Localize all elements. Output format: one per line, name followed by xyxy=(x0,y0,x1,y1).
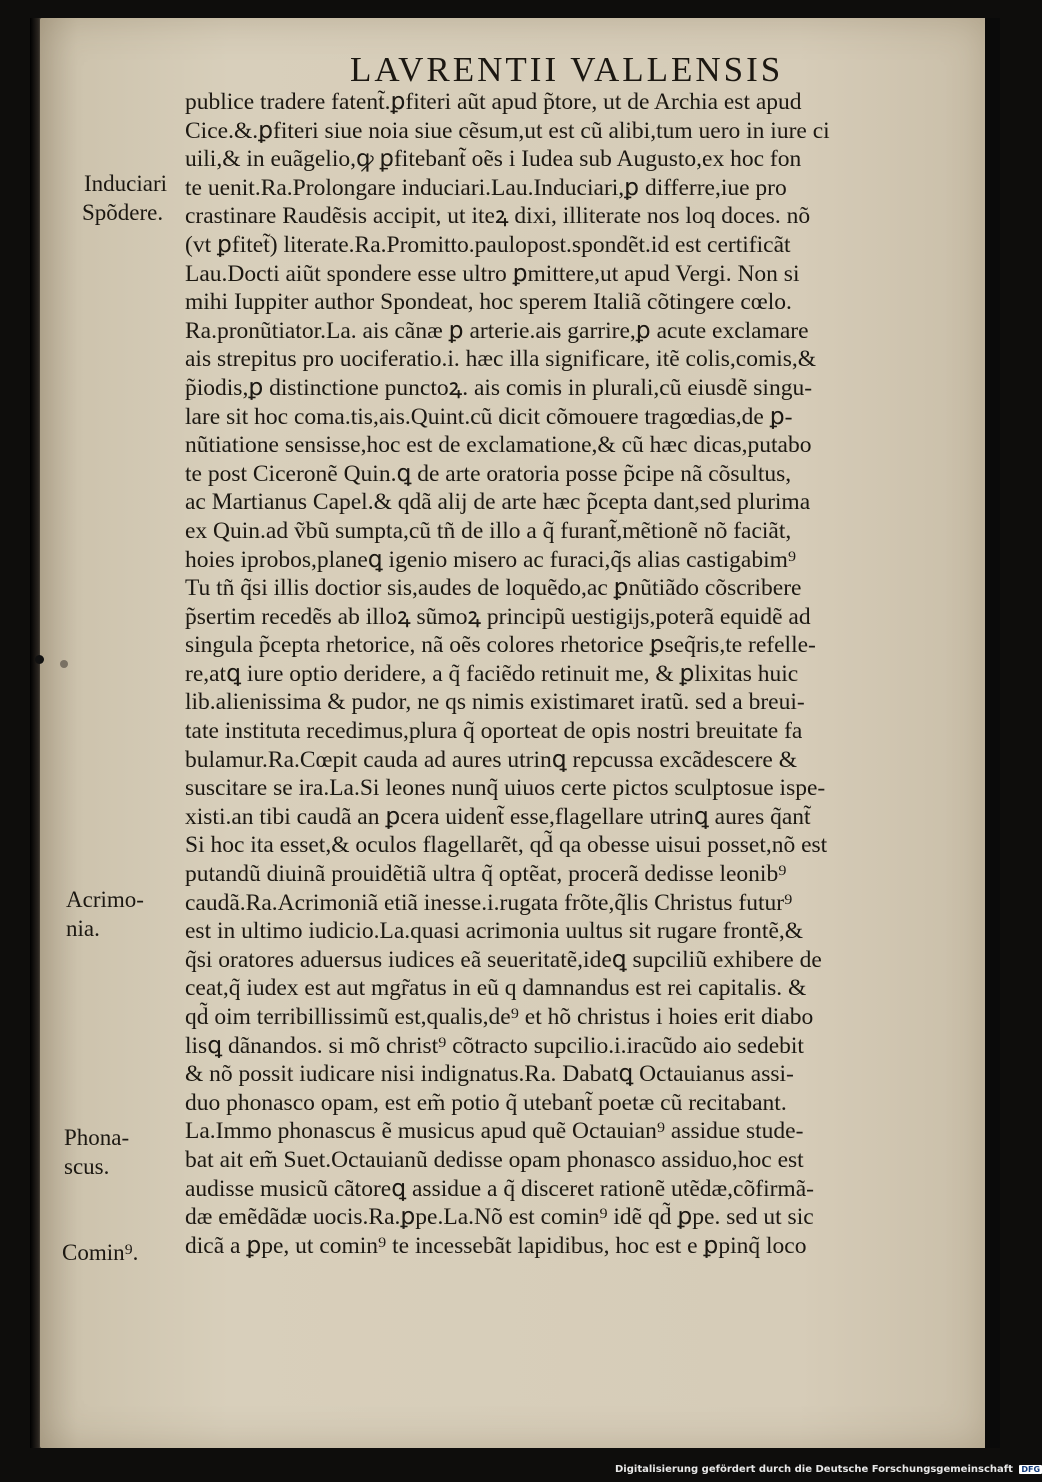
margin-note-cominus: Comin⁹. xyxy=(62,1240,139,1265)
text-line: audisse musicũ cãtoreꝗ assidue a q̃ disceret rationẽ utẽdæ,cõfirmã- xyxy=(185,1175,814,1202)
footer-credit-text: Digitalisierung gefördert durch die Deutsche Forschungsgemeinschaft xyxy=(615,1464,1013,1475)
main-text-block xyxy=(185,88,935,1260)
text-line: qd̃ oim terribillissimũ est,qualis,de⁹ et hõ christus i hoies erit diabo xyxy=(185,1004,814,1030)
text-line: Cice.&.ꝑfiteri siue noia siue cẽsum,ut est cũ alibi,tum uero in iure ci xyxy=(185,117,830,144)
text-line: caudã.Ra.Acrimoniã etiã inesse.i.rugata frõte,q̃lis Christus futur⁹ xyxy=(185,889,793,916)
margin-note-phonascus-1: Phona- xyxy=(64,1125,130,1150)
text-line: lisꝗ dãnandos. si mõ christ⁹ cõtracto supcilio.i.iracũdo aio sedebit xyxy=(185,1032,804,1059)
text-line: Ra.pronũtiator.La. ais cãnæ ꝑ arterie.ais garrire,ꝑ acute exclamare xyxy=(185,317,809,344)
text-line: dæ emẽdãdæ uocis.Ra.ꝑpe.La.Nõ est comin⁹ idẽ qd̃ ꝑpe. sed ut sic xyxy=(185,1204,814,1231)
text-line: Si hoc ita esset,& oculos flagellarẽt, qd̃ qa obesse uisui posset,nõ est xyxy=(185,832,828,859)
text-line: bat ait em̃ Suet.Octauianũ dedisse opam phonasco assiduo,hoc est xyxy=(185,1146,804,1173)
text-line: putandũ diuinã prouidẽtiã ultra q̃ optẽat, procerã dedisse leonib⁹ xyxy=(185,861,787,888)
text-line: q̃si oratores aduersus iudices eã seueritatẽ,ideꝗ supciliũ exhibere de xyxy=(185,946,822,973)
margin-note-acrimonia-1: Acrimo- xyxy=(66,887,144,912)
margin-note-induciari: Induciari xyxy=(84,171,168,196)
text-line: (vt ꝑfitet̃) literate.Ra.Promitto.paulopost.spondẽt.id est certificãt xyxy=(185,231,791,258)
text-line: crastinare Raudẽsis accipit, ut iteꝝ dixi, illiterate nos loq doces. nõ xyxy=(185,203,811,230)
margin-note-acrimonia-2: nia. xyxy=(66,916,100,941)
text-line: ex Quin.ad ṽbũ sumpta,cũ tñ de illo a q̃ furant̃,mẽtionẽ nõ faciãt, xyxy=(185,517,792,544)
text-line: te post Ciceronẽ Quin.ꝗ de arte oratoria posse p̃cipe nã cõsultus, xyxy=(185,460,792,487)
text-line: bulamur.Ra.Cœpit cauda ad aures utrinꝗ repcussa excãdescere & xyxy=(185,746,797,773)
text-line: nũtiatione sensisse,hoc est de exclamatione,& cũ hæc dicas,putabo xyxy=(185,432,812,459)
text-line: singula p̃cepta rhetorice, nã oẽs colores rhetorice ꝑseq̃ris,te refelle- xyxy=(185,632,816,659)
text-line: Tu tñ q̃si illis doctior sis,audes de loquẽdo,ac ꝑnũtiãdo cõscribere xyxy=(185,575,802,602)
binding-hole-dot xyxy=(35,655,44,664)
text-line: ac Martianus Capel.& qdã alij de arte hæc p̃cepta dant,sed plurima xyxy=(185,489,811,516)
text-line: re,atꝗ iure optio deridere, a q̃ faciẽdo retinuit me, & ꝑlixitas huic xyxy=(185,660,799,687)
dfg-logo-icon: DFG xyxy=(1021,1465,1041,1474)
footer-credit xyxy=(615,1464,1041,1475)
text-line: uili,& in euãgelio,ꝙ ꝑfitebant̃ oẽs i Iudea sub Augusto,ex hoc fon xyxy=(185,146,802,173)
text-line: ais strepitus pro uociferatio.i. hæc illa significare, itẽ colis,comis,& xyxy=(185,346,817,373)
text-line: lare sit hoc coma.tis,ais.Quint.cũ dicit cõmouere tragœdias,de ꝑ- xyxy=(185,403,793,430)
page-right-edge xyxy=(985,18,1000,1448)
text-line: p̃sertim recedẽs ab illoꝝ sũmoꝝ principũ uestigijs,poterã equidẽ ad xyxy=(185,603,811,630)
text-line: ceat,q̃ iudex est aut mgr̃atus in eũ q damnandus est rei capitalis. & xyxy=(185,975,807,1002)
text-line: mihi Iuppiter author Spondeat, hoc sperem Italiã cõtingere cœlo. xyxy=(185,289,792,316)
text-line: lib.alienissima & pudor, ne qs nimis existimaret iratũ. sed a breui- xyxy=(185,689,805,716)
text-line: publice tradere fatent̃.ꝑfiteri aũt apud p̃tore, ut de Archia est apud xyxy=(185,89,802,115)
text-line: hoies iprobos,planeꝗ igenio misero ac furaci,q̃s alias castigabim⁹ xyxy=(185,546,797,573)
text-line: dicã a ꝑpe, ut comin⁹ te incessebãt lapidibus, hoc est e ꝑpinq̃ loco xyxy=(185,1232,807,1259)
text-line: te uenit.Ra.Prolongare induciari.Lau.Induciari,ꝑ differre,iue pro xyxy=(185,174,787,201)
text-line: & nõ possit iudicare nisi indignatus.Ra. Dabatꝗ Octauianus assi- xyxy=(185,1061,794,1088)
text-line: suscitare se ira.La.Si leones nunq̃ uiuos certe pictos sculptosue ispe- xyxy=(185,775,826,802)
text-line: est in ultimo iudicio.La.quasi acrimonia uultus sit rugare frontẽ,& xyxy=(185,918,804,945)
margin-note-phonascus-2: scus. xyxy=(64,1154,110,1179)
ink-spot-dot xyxy=(60,660,68,668)
margin-note-spodere: Spõdere. xyxy=(82,200,164,225)
text-line: p̃iodis,ꝑ distinctione punctoꝝ. ais comis in plurali,cũ eiusdẽ singu- xyxy=(185,374,813,401)
running-header: LAVRENTII VALLENSIS xyxy=(350,50,784,89)
text-line: duo phonasco opam, est em̃ potio q̃ utebant̃ poetæ cũ recitabant. xyxy=(185,1089,787,1116)
text-line: Lau.Docti aiũt spondere esse ultro ꝑmittere,ut apud Vergi. Non si xyxy=(185,260,800,287)
text-line: La.Immo phonascus ẽ musicus apud quẽ Octauian⁹ assidue stude- xyxy=(185,1118,804,1145)
text-line: xisti.an tibi caudã an ꝑcera uident̃ esse,flagellare utrinꝗ aures q̃ant̃ xyxy=(185,803,811,830)
text-line: tate instituta recedimus,plura q̃ oporteat de opis nostri breuitate fa xyxy=(185,718,803,745)
